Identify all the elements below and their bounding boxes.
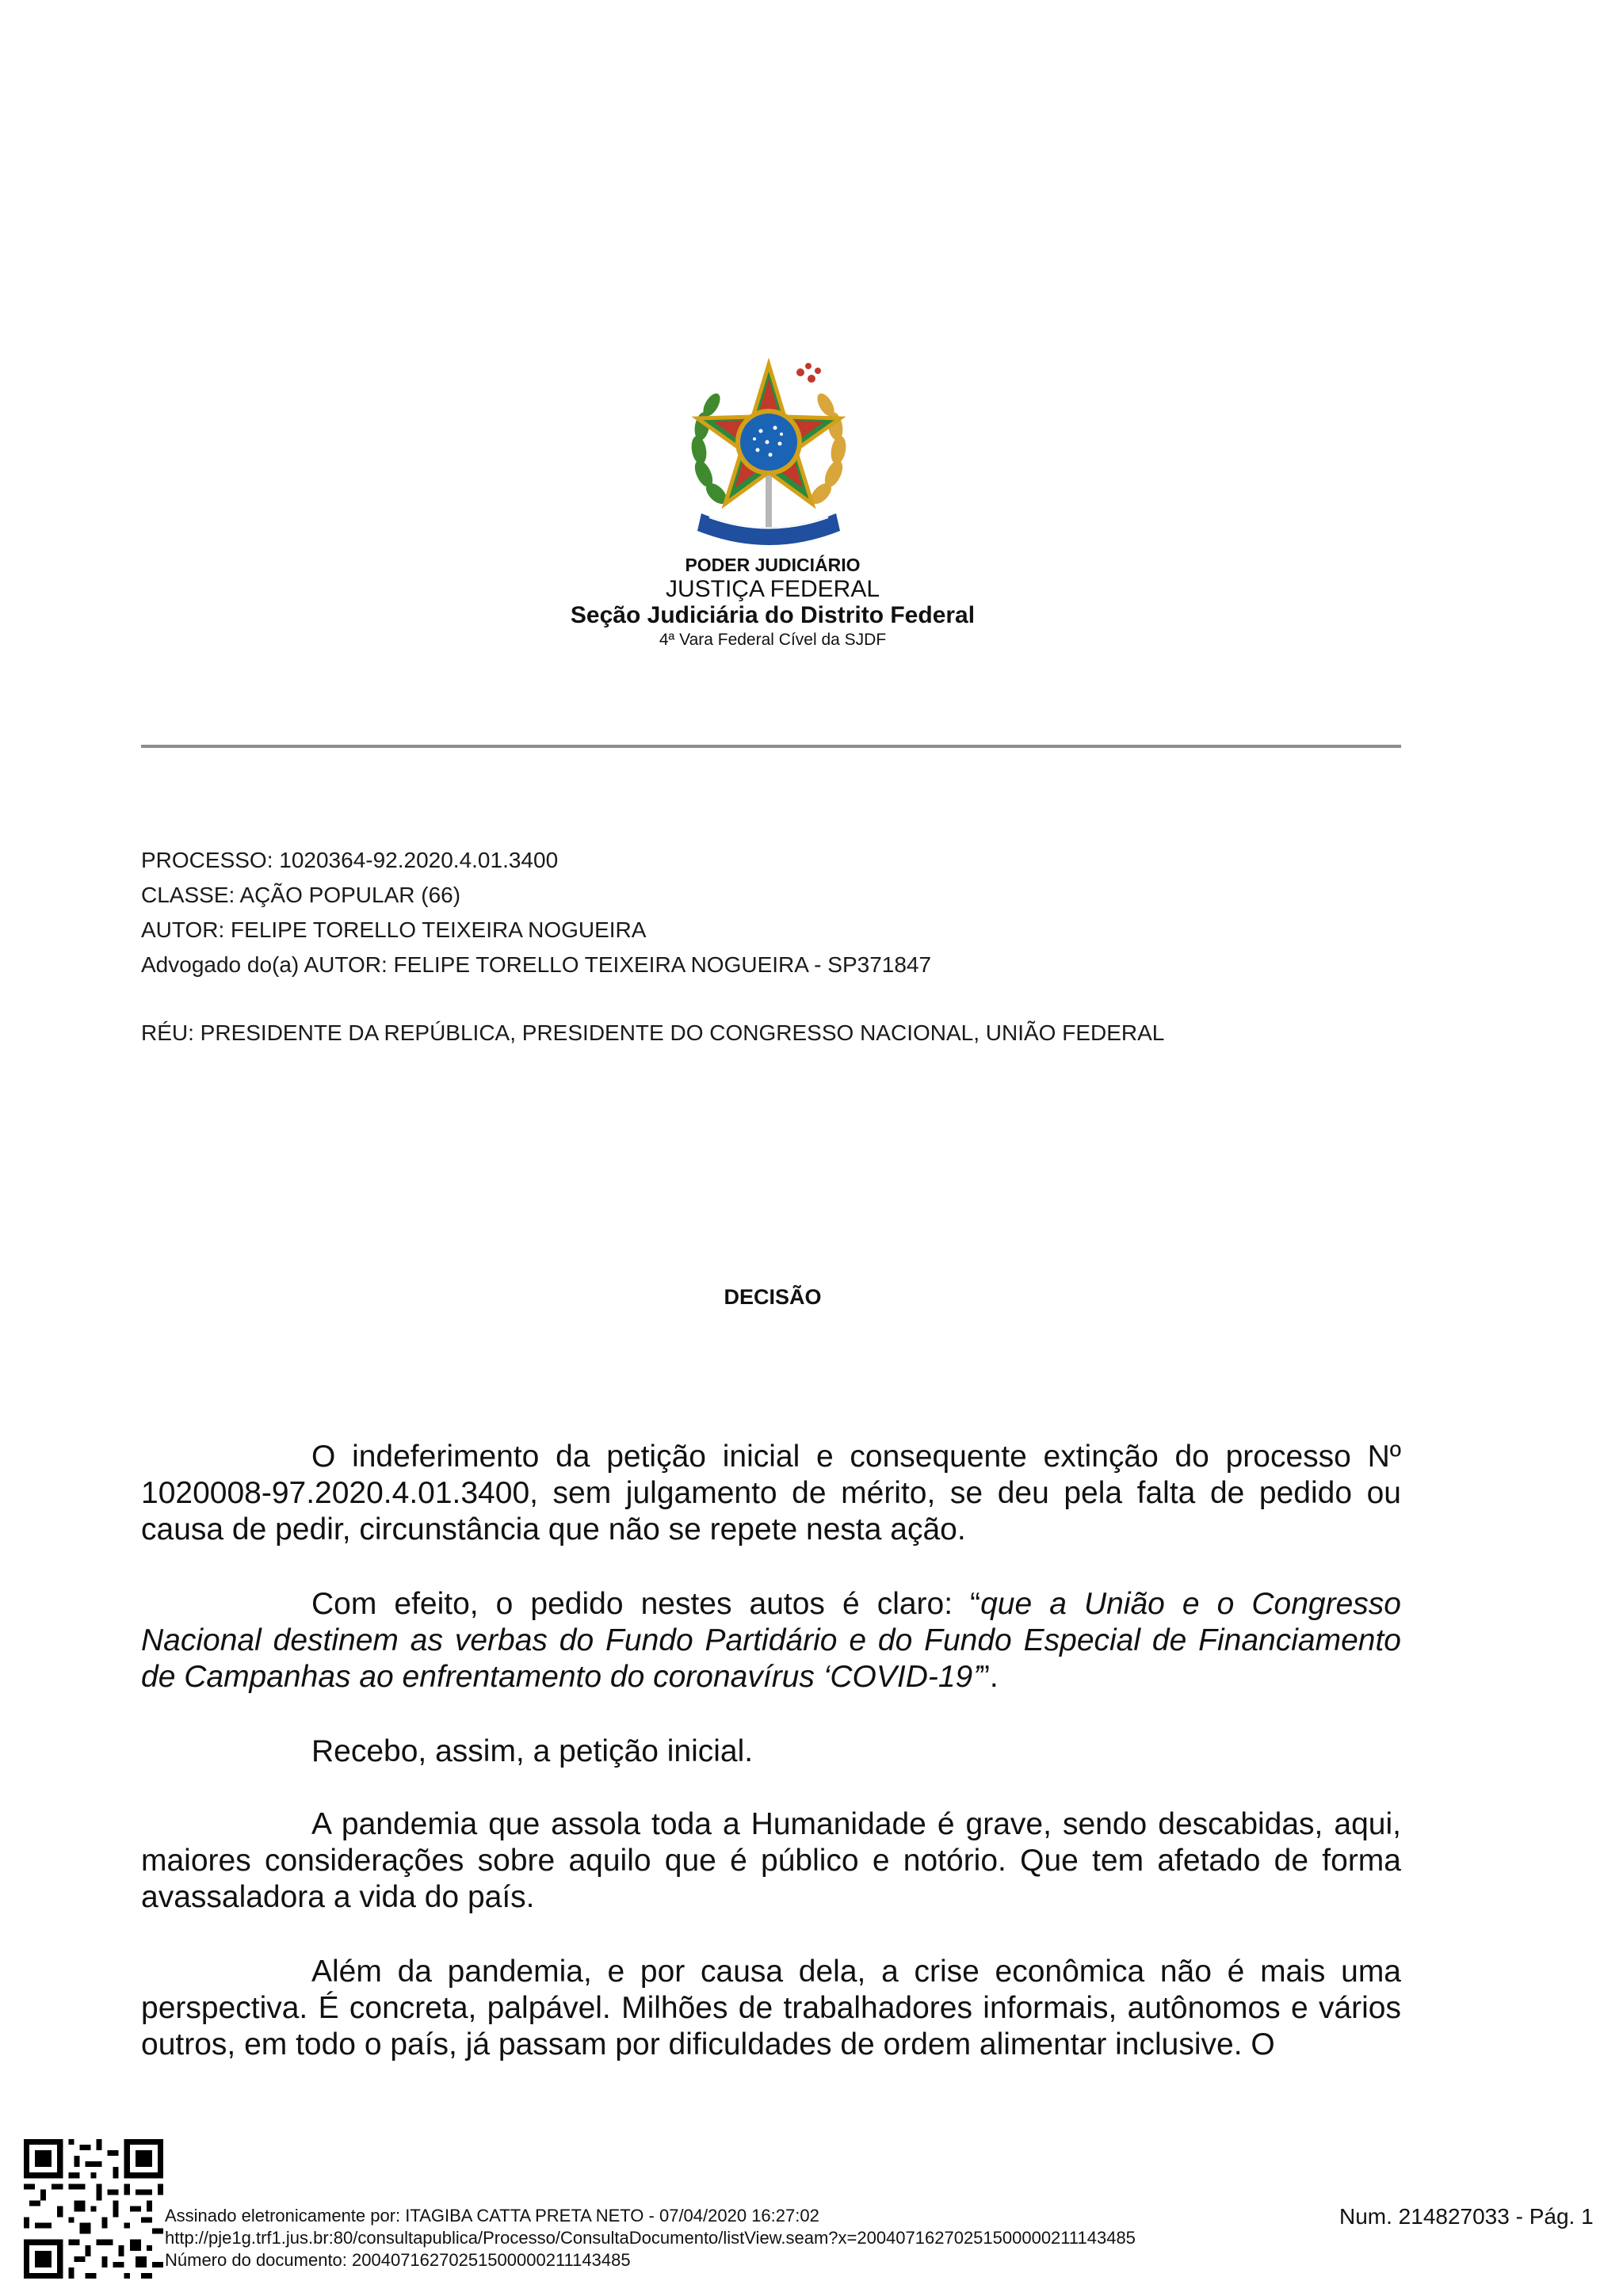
case-classe: CLASSE: AÇÃO POPULAR (66) — [141, 883, 461, 907]
footer-signed: Assinado eletronicamente por: ITAGIBA CATTA PRETA NETO - 07/04/2020 16:27:02 — [165, 2206, 819, 2225]
header-separator — [141, 745, 1401, 748]
case-autor: AUTOR: FELIPE TORELLO TEIXEIRA NOGUEIRA — [141, 917, 647, 942]
paragraph-5-text: Além da pandemia, e por causa dela, a crise econômica não é mais uma perspectiva. É concreta, palpável. Milhões de trabalhadores informais, autônomos e vários outros, em todo o país, já passam por dificuldades de ordem alimentar inclusive. O — [141, 1955, 1401, 2061]
header-line-secao: Seção Judiciária do Distrito Federal — [570, 602, 976, 628]
paragraph-1-text: O indeferimento da petição inicial e consequente extinção do processo Nº 1020008-97.2020.4.01.3400, sem julgamento de mérito, se deu pela falta de pedido ou causa de pedir, circunstância que não se repete nesta ação. — [141, 1440, 1401, 1547]
header-line-vara: 4ª Vara Federal Cível da SJDF — [659, 631, 887, 649]
footer-page-number: Num. 214827033 - Pág. 1 — [1339, 2204, 1594, 2229]
paragraph-4-text: A pandemia que assola toda a Humanidade é grave, sendo descabidas, aqui, maiores considerações sobre aquilo que é público e notório. Que tem afetado de forma avassaladora a vida do país. — [141, 1807, 1401, 1914]
paragraph-2-lead: Com efeito, o pedido nestes autos é claro: “ — [311, 1587, 981, 1621]
case-advogado: Advogado do(a) AUTOR: FELIPE TORELLO TEIXEIRA NOGUEIRA - SP371847 — [141, 952, 932, 977]
paragraph-3 — [141, 1733, 1401, 1770]
header-line-poder: PODER JUDICIÁRIO — [685, 555, 861, 575]
qr-code-icon — [24, 2139, 163, 2279]
footer-url[interactable]: http://pje1g.trf1.jus.br:80/consultapublica/Processo/ConsultaDocumento/listView.seam?x=20040716270251500000211143485 — [165, 2228, 1136, 2248]
footer-doc-number: Número do documento: 20040716270251500000211143485 — [165, 2250, 631, 2270]
document-title: DECISÃO — [724, 1285, 822, 1309]
paragraph-2-tail: ”. — [979, 1660, 999, 1694]
case-reu: RÉU: PRESIDENTE DA REPÚBLICA, PRESIDENTE DO CONGRESSO NACIONAL, UNIÃO FEDERAL — [141, 1020, 1165, 1045]
paragraph-5 — [141, 1954, 1401, 2063]
header-line-justica: JUSTIÇA FEDERAL — [665, 576, 880, 602]
paragraph-2-quote: que a União e o Congresso Nacional destinem as verbas do Fundo Partidário e do Fundo Especial de Financiamento de Campanhas ao enfrentamento do coronavírus ‘COVID-19’ — [141, 1587, 1401, 1694]
paragraph-4 — [141, 1806, 1401, 1916]
case-processo: PROCESSO: 1020364-92.2020.4.01.3400 — [141, 848, 559, 872]
paragraph-1 — [141, 1439, 1401, 1548]
brazil-coat-of-arms-icon — [682, 355, 856, 549]
paragraph-3-text: Recebo, assim, a petição inicial. — [311, 1734, 754, 1768]
paragraph-2 — [141, 1586, 1401, 1695]
